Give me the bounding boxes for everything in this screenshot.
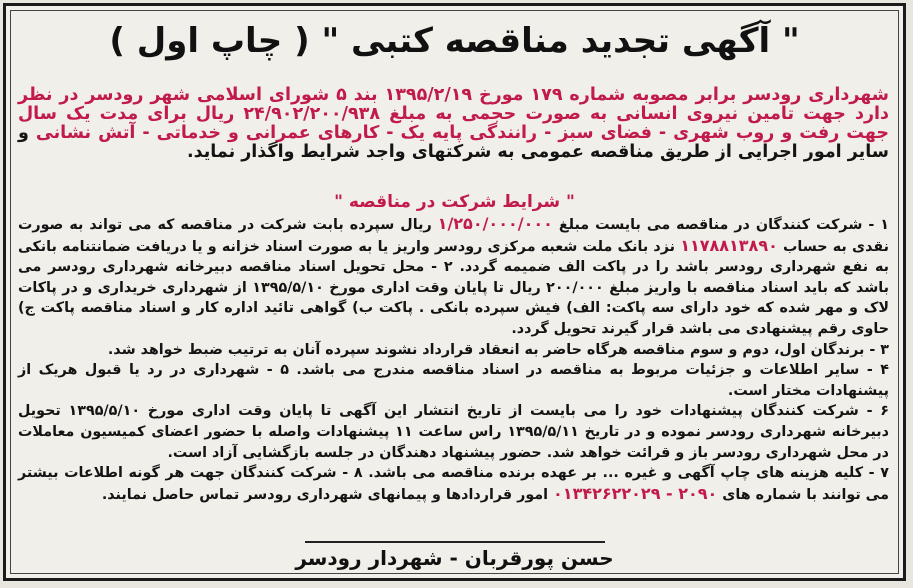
term-4-5: ۴ - سایر اطلاعات و جزئیات مربوط به مناقصه در اسناد مناقصه مندرج می باشد. ۵ - شهرداری در رد یا قبول هریک از پیشنهادات مختار است. [18,362,889,399]
term-7-lead: ۷ - کلیه هزینه های چاپ آگهی و غیره ... بر عهده برنده مناقصه می باشد. ۸ - شرکت کنندگان جهت هر گونه اطلاعات بیشتر می توانند با شماره های [18,465,889,503]
notice-title: " آگهی تجدید مناقصه کتبی " ( چاپ اول ) [109,21,800,61]
term-7-8 [18,463,889,505]
term-1-rest: نزد بانک ملت شعبه مرکزی رودسر واریز یا به صورت اسناد خزانه و یا دریافت ضمانتنامه بانکی به نفع شهرداری رودسر باشد را در پاکت الف ضمیمه گردد. ۲ - محل تحویل اسناد مناقصه دبیرخانه شهرداری رودسر می باشد که باید اسناد مناقصه با واریز مبلغ ۲۰۰/۰۰۰ ریال تا پایان وقت اداری مورخ ۱۳۹۵/۵/۱۰ از شهرداری خریداری و در پاکات لاک و مهر شده که خود دارای سه پاکت: الف) فیش سپرده بانکی . پاکت ب) گواهی تائید اداره کار و اسناد مناقصه پاکت ج) حاوی رقم پیشنهادی می باشد قرار گیرند تحویل گردد. [18,238,890,337]
phone-numbers: ۲۰۹۰ - ۰۱۳۴۲۶۲۲۰۲۹ [553,483,718,503]
term-1-lead: ۱ - شرکت کنندگان در مناقصه می بایست مبلغ [552,217,889,233]
term-6: ۶ - شرکت کنندگان پیشنهادات خود را می بایست از تاریخ انتشار این آگهی تا پایان وقت اداری مورخ ۱۳۹۵/۵/۱۰ تحویل دبیرخانه شهرداری رودسر نموده و در تاریخ ۱۳۹۵/۵/۱۱ راس ساعت ۱۱ پیشنهادات واصله با حضور اعضای کمیسیون معاملات در محل شهرداری رودسر باز و قرائت خواهد شد. حضور پیشنهاد دهندگان در جلسه بازگشایی آزاد است. [18,403,890,461]
term-1-2 [18,214,889,340]
tender-notice [3,3,906,581]
conditions-body [18,214,889,505]
term-3: ۳ - برندگان اول، دوم و سوم مناقصه هرگاه حاضر به انعقاد قرارداد نشوند سپرده آنان به ترتیب ضبط خواهد شد. [107,341,889,358]
conditions-title: " شرایط شرکت در مناقصه " [334,192,575,212]
signature [6,541,903,570]
deposit-amount: ۱/۲۵۰/۰۰۰/۰۰۰ [437,214,553,233]
account-number: ۱۱۷۸۸۱۳۸۹۰ [680,235,778,255]
intro-black-text: و سایر امور اجرایی از طریق مناقصه عمومی به شرکتهای واجد شرایط واگذار نماید. [18,123,889,162]
signature-text: حسن پورقربان - شهردار رودسر [295,546,614,570]
notice-intro [18,86,889,162]
term-1-mid: ریال سپرده بابت شرکت در مناقصه که می تواند به صورت نقدی به حساب [18,217,889,255]
term-8-rest: امور قراردادها و پیمانهای شهرداری رودسر تماس حاصل نمایند. [101,486,554,503]
signature-divider [305,541,605,543]
intro-red-text: شهرداری رودسر برابر مصوبه شماره ۱۷۹ مورخ ۱۳۹۵/۲/۱۹ بند ۵ شورای اسلامی شهر رودسر در نظر دارد جهت تامین نیروی انسانی به صورت حجمی به مبلغ ۲۴/۹۰۲/۲۰۰/۹۳۸ ریال برای مدت یک سال جهت رفت و روب شهری - فضای سبز - رانندگی پایه یک - کارهای عمرانی و خدماتی - آتش نشانی [18,85,889,143]
